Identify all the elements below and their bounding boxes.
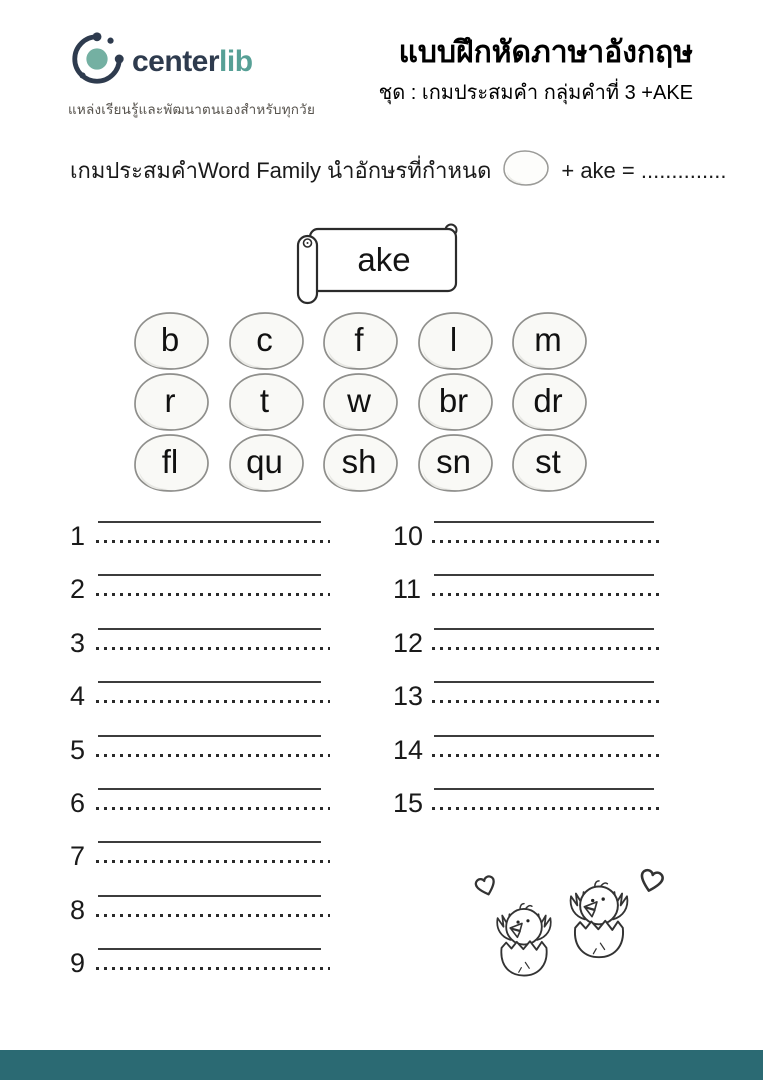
page-subtitle: ชุด : เกมประสมคำ กลุ่มคำที่ 3 +AKE xyxy=(378,81,693,104)
hatching-chicks-illustration xyxy=(437,843,682,998)
answer-line-dotted xyxy=(432,700,663,703)
answer-line-dotted xyxy=(96,807,330,810)
egg-letter-label: l xyxy=(449,320,458,358)
answer-item xyxy=(70,562,330,605)
egg-letter-label: m xyxy=(534,320,562,358)
answer-lines xyxy=(96,936,330,970)
answer-line-solid xyxy=(98,735,321,737)
answer-lines xyxy=(432,669,663,703)
egg-letter-label: sn xyxy=(436,442,471,480)
answer-item xyxy=(393,509,663,551)
logo-wordmark xyxy=(132,44,253,78)
egg-row xyxy=(130,430,592,496)
egg-letter-label: t xyxy=(259,381,270,419)
answer-item xyxy=(70,509,330,551)
answer-number: 12 xyxy=(393,627,424,658)
answer-line-dotted xyxy=(432,540,663,543)
logo-text-secondary: lib xyxy=(219,44,253,78)
banner-word: ake xyxy=(357,241,411,278)
answer-item xyxy=(393,723,663,765)
answer-lines xyxy=(96,883,330,917)
answer-lines xyxy=(96,616,330,650)
answer-line-solid xyxy=(98,628,321,630)
answer-lines xyxy=(432,562,663,596)
egg-letter-label: w xyxy=(347,381,371,419)
logo-row xyxy=(68,30,315,93)
answer-line-dotted xyxy=(432,807,663,810)
egg-letter-label: f xyxy=(354,320,364,358)
answer-lines xyxy=(96,562,330,596)
answer-line-dotted xyxy=(432,593,663,596)
answer-number: 11 xyxy=(393,574,422,605)
scroll-banner xyxy=(288,219,473,307)
answer-line-dotted xyxy=(432,754,663,757)
logo-text-primary: center xyxy=(132,44,220,78)
answer-lines xyxy=(432,509,663,543)
letter-egg xyxy=(319,430,403,496)
answer-number: 13 xyxy=(393,681,424,712)
letter-egg xyxy=(319,308,403,374)
letter-egg xyxy=(130,369,214,435)
egg-letter-label: c xyxy=(256,320,273,358)
logo-block xyxy=(68,30,315,120)
egg-letter-label: sh xyxy=(341,442,377,480)
egg-row xyxy=(130,308,592,374)
answer-line-solid xyxy=(434,788,654,790)
answer-number: 8 xyxy=(70,894,86,925)
letter-egg xyxy=(414,308,498,374)
letter-egg xyxy=(414,369,498,435)
answer-line-solid xyxy=(98,574,321,576)
answer-item xyxy=(70,723,330,765)
answer-line-solid xyxy=(98,681,321,683)
egg-row xyxy=(130,369,592,435)
answer-number: 4 xyxy=(70,681,86,712)
orbit-dots-logo-icon xyxy=(68,30,126,93)
answer-line-solid xyxy=(434,735,654,737)
answer-line-dotted xyxy=(96,967,330,970)
letter-egg xyxy=(508,369,592,435)
answer-lines xyxy=(96,723,330,757)
answer-column-right xyxy=(393,509,663,829)
answer-item xyxy=(70,883,330,925)
answer-line-solid xyxy=(434,521,654,523)
answer-number: 10 xyxy=(393,521,424,551)
answer-lines xyxy=(432,723,663,757)
answer-lines xyxy=(432,776,663,810)
answer-item xyxy=(70,829,330,872)
egg-letter-label: st xyxy=(535,442,561,480)
answer-number: 1 xyxy=(70,521,86,551)
answer-line-solid xyxy=(98,948,321,950)
answer-line-dotted xyxy=(432,647,663,650)
answer-number: 6 xyxy=(70,787,86,818)
egg-letter-label: r xyxy=(164,381,176,419)
answer-number: 3 xyxy=(70,627,86,658)
answer-line-solid xyxy=(98,521,321,523)
answer-item xyxy=(70,776,330,818)
answer-lines xyxy=(432,616,663,650)
answer-line-solid xyxy=(434,628,654,630)
answer-number: 7 xyxy=(70,841,86,872)
answer-line-solid xyxy=(434,681,654,683)
answer-line-dotted xyxy=(96,540,330,543)
letter-egg xyxy=(414,430,498,496)
instruction-line xyxy=(70,148,726,194)
answer-line-dotted xyxy=(96,647,330,650)
answer-line-dotted xyxy=(96,593,330,596)
letter-egg xyxy=(130,430,214,496)
answer-lines xyxy=(96,829,330,863)
page-title: แบบฝึกหัดภาษาอังกฤษ xyxy=(398,36,693,69)
footer-bar xyxy=(0,1050,763,1080)
answer-item xyxy=(70,669,330,712)
hatching-chicks-icon xyxy=(437,843,682,998)
answer-line-dotted xyxy=(96,700,330,703)
letter-egg-grid xyxy=(130,308,592,491)
letter-egg xyxy=(319,369,403,435)
answer-item xyxy=(70,616,330,658)
answer-line-solid xyxy=(98,788,321,790)
egg-letter-label: qu xyxy=(246,442,283,480)
answer-number: 5 xyxy=(70,734,86,765)
answer-item xyxy=(70,936,330,979)
answer-number: 2 xyxy=(70,574,86,605)
answer-lines xyxy=(96,776,330,810)
answer-column-left xyxy=(70,509,330,990)
answer-line-solid xyxy=(98,895,321,897)
letter-egg xyxy=(225,369,309,435)
answer-number: 9 xyxy=(70,948,86,979)
answer-number: 15 xyxy=(393,787,424,818)
answer-lines xyxy=(96,509,330,543)
answer-item xyxy=(393,669,663,712)
answer-item xyxy=(393,776,663,818)
instruction-text-before: เกมประสมคำWord Family นำอักษรที่กำหนด xyxy=(70,157,492,183)
answer-line-solid xyxy=(98,841,321,843)
answer-item xyxy=(393,616,663,658)
letter-egg xyxy=(225,308,309,374)
answer-lines xyxy=(96,669,330,703)
answer-line-solid xyxy=(434,574,654,576)
instruction-text-after: + ake = .............. xyxy=(561,157,727,183)
title-block xyxy=(379,36,693,108)
answer-item xyxy=(393,562,663,605)
answer-line-dotted xyxy=(96,860,330,863)
egg-letter-label: br xyxy=(438,381,469,419)
answer-line-dotted xyxy=(96,754,330,757)
logo-tagline: แหล่งเรียนรู้และพัฒนาตนเองสำหรับทุกวัย xyxy=(68,102,316,117)
answer-number: 14 xyxy=(393,734,424,765)
egg-letter-label: b xyxy=(160,320,180,358)
letter-egg xyxy=(508,308,592,374)
letter-egg xyxy=(508,430,592,496)
egg-letter-label: fl xyxy=(161,442,179,480)
letter-egg xyxy=(225,430,309,496)
egg-letter-label: dr xyxy=(533,381,563,419)
blank-egg-icon xyxy=(501,148,551,194)
letter-egg xyxy=(130,308,214,374)
answer-line-dotted xyxy=(96,914,330,917)
